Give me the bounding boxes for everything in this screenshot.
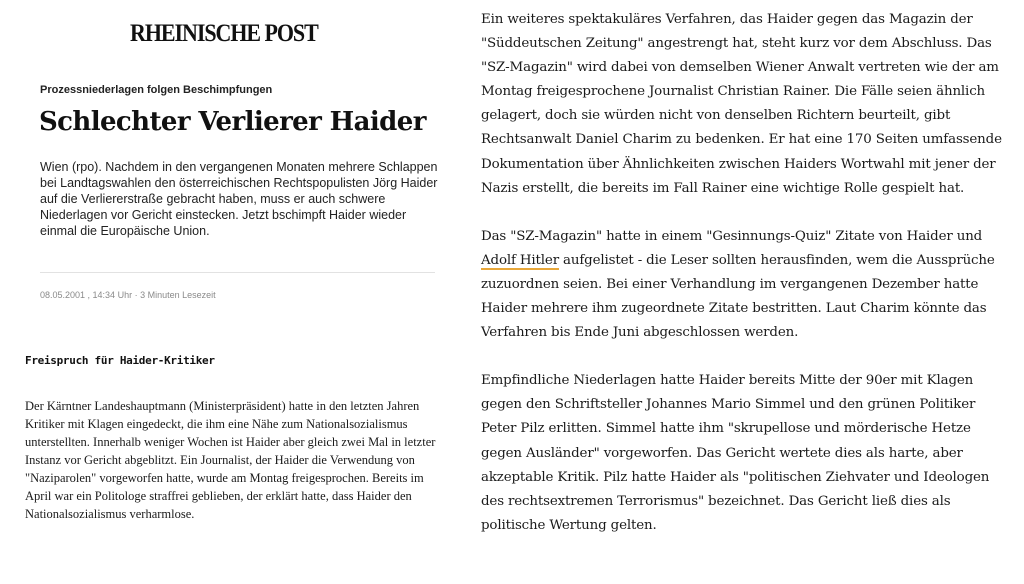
- site-logo[interactable]: RHEINISCHE POST: [130, 20, 318, 47]
- article-meta: 08.05.2001 , 14:34 Uhr · 3 Minuten Lesezeit: [40, 290, 216, 300]
- article-subheading: Freispruch für Haider-Kritiker: [25, 354, 215, 367]
- article-headline: Schlechter Verlierer Haider: [39, 107, 426, 137]
- paragraph-3-text-before: Das "SZ-Magazin" hatte in einem "Gesinnungs-Quiz" Zitate von Haider und: [481, 228, 983, 244]
- paragraph-3-text-after: aufgelistet - die Leser sollten herausfinden, wem die Aussprüche zuzuordnen seien. Bei einer Verhandlung im vergangenen Dezember hatte Haider mehrere ihm zugeordnete Zitate bestritten. Laut Charim könnte das Verfahren bis Ende Juni abgeschlossen werden.: [481, 252, 995, 341]
- article-paragraph-3: [481, 225, 1011, 345]
- article-header-column: [0, 0, 460, 584]
- article-body-column: [481, 8, 1011, 562]
- adolf-hitler-link[interactable]: Adolf Hitler: [481, 252, 559, 268]
- article-lead: Wien (rpo). Nachdem in den vergangenen Monaten mehrere Schlappen bei Landtagswahlen den österreichischen Rechtspopulisten Jörg Haider auf die Verliererstraße gebracht haben, muss er auch schwere Niederlagen vor Gericht einstecken. Jetzt bschimpft Haider wieder einmal die Europäische Union.: [40, 160, 438, 238]
- article-paragraph-4: Empfindliche Niederlagen hatte Haider bereits Mitte der 90er mit Klagen gegen den Schriftsteller Johannes Mario Simmel und den grünen Politiker Peter Pilz erlitten. Simmel hatte ihm "skrupellose und mörderische Hetze gegen Ausländer" vorgeworfen. Das Gericht wertete dies als harte, aber akzeptable Kritik. Pilz hatte Haider als "politischen Ziehvater und Ideologen des rechtsextremen Terrorismus" bezeichnet. Das Gericht ließ dies als politische Wertung gelten.: [481, 373, 990, 533]
- article-kicker: Prozessniederlagen folgen Beschimpfungen: [40, 84, 273, 96]
- article-paragraph-2: Ein weiteres spektakuläres Verfahren, das Haider gegen das Magazin der "Süddeutschen Zeitung" angestrengt hat, steht kurz vor dem Abschluss. Das "SZ-Magazin" wird dabei von demselben Wiener Anwalt vertreten wie der am Montag freigesprochene Journalist Christian Rainer. Die Fälle seien ähnlich gelagert, doch sie würden nicht von denselben Richtern beurteilt, gibt Rechtsanwalt Daniel Charim zu bedenken. Er hat eine 170 Seiten umfassende Dokumentation über Ähnlichkeiten zwischen Haiders Wortwahl mit jener der Nazis erstellt, die bereits im Fall Rainer eine wichtige Rolle gespielt hat.: [481, 12, 1002, 196]
- divider: [40, 272, 435, 273]
- article-paragraph-1: Der Kärntner Landeshauptmann (Ministerpräsident) hatte in den letzten Jahren Kritiker mit Klagen eingedeckt, die ihm eine Nähe zum Nationalsozialismus unterstellten. Innerhalb weniger Wochen ist Haider aber gleich zwei Mal in letzter Instanz vor Gericht abgeblitzt. Ein Journalist, der Haider die Verwendung von "Naziparolen" vorgeworfen hatte, wurde am Montag freigesprochen. Bereits im April war ein Politologe straffrei geblieben, der erklärt hatte, dass Haider den Nationalsozialismus verharmlose.: [25, 399, 436, 521]
